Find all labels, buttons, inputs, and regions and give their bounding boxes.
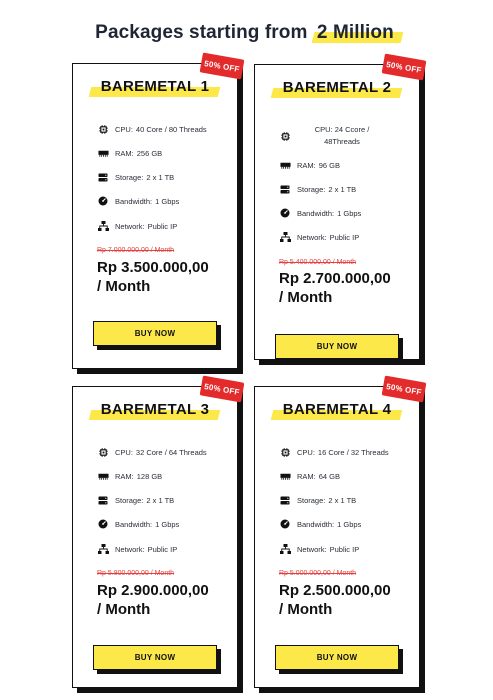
package-title: BAREMETAL 2: [255, 79, 419, 96]
spec-network: Network: Public IP: [97, 221, 227, 231]
network-icon: [279, 232, 291, 242]
spec-cpu: CPU: 40 Core / 80 Threads: [97, 124, 227, 134]
hard-drive-icon: [97, 495, 109, 505]
spec-cpu: CPU: 24 Ccore / 48Threads: [279, 124, 409, 148]
current-price: Rp 2.700.000,00 / Month: [279, 270, 391, 306]
spec-network: Network: Public IP: [279, 544, 409, 554]
cpu-chip-icon: [279, 447, 291, 457]
page-heading: [0, 22, 493, 44]
heading-highlight: 2 Million: [313, 22, 398, 44]
spec-bandwidth: Bandwidth: 1 Gbps: [97, 519, 227, 529]
network-icon: [279, 544, 291, 554]
spec-cpu: CPU: 32 Core / 64 Threads: [97, 447, 227, 457]
buy-now-button[interactable]: BUY NOW: [93, 321, 217, 346]
package-title: BAREMETAL 4: [255, 401, 419, 418]
cpu-chip-icon: [97, 447, 109, 457]
spec-bandwidth: Bandwidth: 1 Gbps: [279, 208, 409, 218]
spec-storage: Storage: 2 x 1 TB: [279, 495, 409, 505]
network-icon: [97, 221, 109, 231]
old-price: Rp 5.800.000,00 / Month: [97, 570, 175, 577]
spec-network: Network: Public IP: [279, 232, 409, 242]
package-card-4: [254, 381, 423, 688]
discount-badge: 50% OFF: [382, 376, 427, 403]
memory-icon: [97, 148, 109, 158]
memory-icon: [97, 471, 109, 481]
package-card-1: [72, 58, 241, 369]
old-price: Rp 7.000.000,00 / Month: [97, 247, 175, 254]
old-price: Rp 5.000.000,00 / Month: [279, 570, 357, 577]
package-title: BAREMETAL 1: [73, 78, 237, 95]
spec-network: Network: Public IP: [97, 544, 227, 554]
network-icon: [97, 544, 109, 554]
spec-storage: Storage: 2 x 1 TB: [97, 495, 227, 505]
memory-icon: [279, 471, 291, 481]
speedometer-icon: [279, 208, 291, 218]
discount-badge: 50% OFF: [382, 54, 427, 81]
memory-icon: [279, 160, 291, 170]
package-card-2: [254, 59, 423, 360]
cpu-chip-icon: [97, 124, 109, 134]
current-price: Rp 3.500.000,00 / Month: [97, 259, 209, 295]
speedometer-icon: [97, 196, 109, 206]
current-price: Rp 2.900.000,00 / Month: [97, 582, 209, 618]
spec-bandwidth: Bandwidth: 1 Gbps: [279, 519, 409, 529]
buy-now-button[interactable]: BUY NOW: [275, 645, 399, 670]
heading-prefix: Packages starting from: [95, 22, 308, 43]
hard-drive-icon: [279, 495, 291, 505]
spec-bandwidth: Bandwidth: 1 Gbps: [97, 196, 227, 206]
current-price: Rp 2.500.000,00 / Month: [279, 582, 391, 618]
spec-cpu: CPU: 16 Core / 32 Threads: [279, 447, 409, 457]
spec-ram: RAM: 64 GB: [279, 471, 409, 481]
package-card-3: [72, 381, 241, 688]
buy-now-button[interactable]: BUY NOW: [93, 645, 217, 670]
old-price: Rp 5.400.000,00 / Month: [279, 259, 357, 266]
hard-drive-icon: [97, 172, 109, 182]
spec-ram: RAM: 256 GB: [97, 148, 227, 158]
speedometer-icon: [279, 519, 291, 529]
package-title: BAREMETAL 3: [73, 401, 237, 418]
speedometer-icon: [97, 519, 109, 529]
hard-drive-icon: [279, 184, 291, 194]
discount-badge: 50% OFF: [200, 376, 245, 403]
buy-now-button[interactable]: BUY NOW: [275, 334, 399, 359]
spec-ram: RAM: 96 GB: [279, 160, 409, 170]
spec-ram: RAM: 128 GB: [97, 471, 227, 481]
spec-storage: Storage: 2 x 1 TB: [97, 172, 227, 182]
spec-storage: Storage: 2 x 1 TB: [279, 184, 409, 194]
discount-badge: 50% OFF: [200, 53, 245, 80]
cpu-chip-icon: [279, 131, 291, 141]
